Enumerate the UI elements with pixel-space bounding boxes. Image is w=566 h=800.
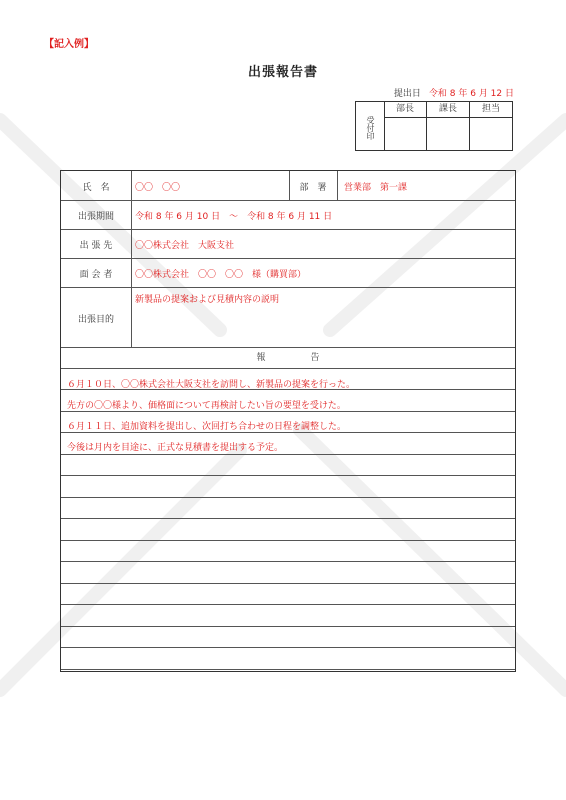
- stamp-column-kacho[interactable]: [427, 102, 470, 150]
- destination-label: 出 張 先: [79, 241, 113, 251]
- row-divider: [61, 229, 515, 230]
- report-rule-line: [61, 561, 515, 562]
- destination-field[interactable]: 〇〇株式会社 大阪支社: [135, 241, 235, 251]
- row-divider: [61, 287, 515, 288]
- name-label: 氏 名: [82, 183, 110, 193]
- row-divider: [61, 368, 515, 369]
- report-rule-line: [61, 669, 515, 670]
- report-heading: 報 告: [256, 353, 320, 363]
- stamp-column-tanto[interactable]: [470, 102, 512, 150]
- submission-label: 提出日: [393, 89, 421, 99]
- sample-label: 【記入例】: [44, 39, 94, 50]
- stamp-header: 部長: [384, 102, 426, 118]
- seal-column: [356, 102, 385, 150]
- report-line[interactable]: ６月１０日、〇〇株式会社大阪支社を訪問し、新製品の提案を行った。: [67, 380, 356, 390]
- row-divider: [61, 258, 515, 259]
- report-line[interactable]: ６月１１日、追加資料を提出し、次回打ち合わせの日程を調整した。: [67, 422, 347, 432]
- dept-label-divider: [337, 171, 338, 200]
- period-field[interactable]: 令和 8 年 6 月 10 日 ～ 令和 8 年 6 月 11 日: [135, 212, 333, 222]
- label-column-divider: [131, 171, 132, 347]
- report-rule-line: [61, 647, 515, 648]
- purpose-field[interactable]: 新製品の提案および見積内容の説明: [135, 295, 280, 305]
- report-form: [60, 170, 516, 672]
- report-rule-line: [61, 475, 515, 476]
- report-rule-line: [61, 540, 515, 541]
- seal-label: 受付印: [366, 116, 375, 140]
- purpose-label: 出張目的: [77, 315, 114, 325]
- report-rule-line: [61, 604, 515, 605]
- report-rule-line: [61, 583, 515, 584]
- dept-label: 部 署: [299, 183, 327, 193]
- row-divider: [61, 200, 515, 201]
- stamp-column-bucho[interactable]: [384, 102, 427, 150]
- stamp-header: 担当: [470, 102, 512, 118]
- report-rule-line: [61, 626, 515, 627]
- report-rule-line: [61, 454, 515, 455]
- stamp-header: 課長: [427, 102, 469, 118]
- submission-line: [394, 86, 514, 99]
- page-title: 出張報告書: [247, 65, 318, 80]
- period-label: 出張期間: [77, 212, 114, 222]
- meeting-field[interactable]: 〇〇株式会社 〇〇 〇〇 様（購買部）: [135, 270, 307, 280]
- report-rule-line: [61, 497, 515, 498]
- name-field[interactable]: 〇〇 〇〇: [135, 183, 181, 193]
- report-line[interactable]: 先方の〇〇様より、価格面について再検討したい旨の要望を受けた。: [67, 401, 346, 411]
- report-rule-line: [61, 411, 515, 412]
- report-line[interactable]: 今後は月内を目途に、正式な見積書を提出する予定。: [67, 443, 284, 453]
- dept-field[interactable]: 営業部 第一課: [344, 183, 408, 193]
- submission-date: 令和 8 年 6 月 12 日: [428, 89, 514, 99]
- report-rule-line: [61, 518, 515, 519]
- meeting-label: 面 会 者: [79, 270, 113, 280]
- approval-stamp-table: [355, 101, 513, 151]
- report-rule-line: [61, 432, 515, 433]
